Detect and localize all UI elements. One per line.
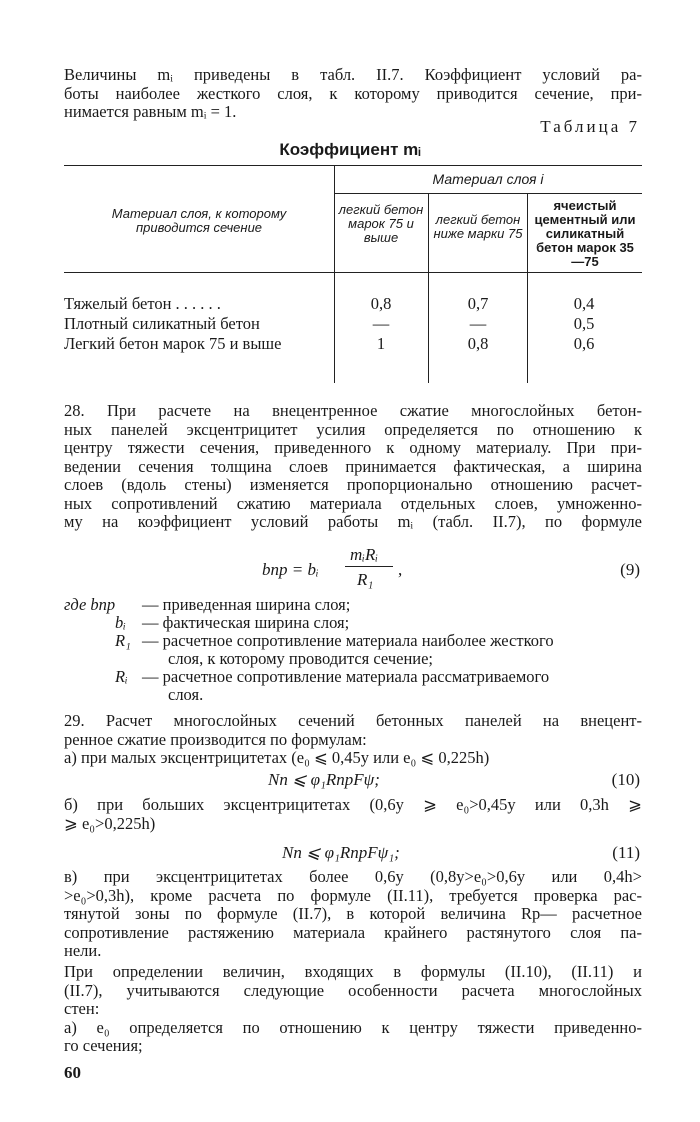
text-line: ведении сечения толщина слоев принимается фактическая, а ширина xyxy=(64,456,642,476)
text-line: му на коэффициент условий работы mᵢ (табл. II.7), по формуле xyxy=(64,512,642,531)
text-line: слоев (вдоль стены) изменяется пропорционально отношению расчет- xyxy=(64,475,642,494)
intro-paragraph xyxy=(64,66,642,122)
where-symbol: bᵢ xyxy=(115,613,126,632)
subheader-3: ячеистый цементный или силикатный бетон марок 35—75 xyxy=(534,198,636,269)
formula-number: (9) xyxy=(620,560,640,579)
column-header-material: Материал слоя, к которому приводится сечение xyxy=(111,206,287,235)
page-number: 60 xyxy=(64,1063,81,1082)
text-line: а) e₀ определяется по отношению к центру тяжести приведенно- xyxy=(64,1017,642,1037)
text-line: При определении величин, входящих в формулы (II.10), (II.11) и xyxy=(64,962,642,981)
paragraph-29c xyxy=(64,868,642,961)
where-text: слоя. xyxy=(168,685,204,704)
coefficient-table xyxy=(64,165,642,383)
text-line: а) при малых эксцентрицитетах (e₀ ⩽ 0,45y или e₀ ⩽ 0,225h) xyxy=(64,748,490,767)
text-line: (II.7), учитываются следующие особенности расчета многослойных xyxy=(64,980,642,1000)
subheader-1: легкий бетон марок 75 и выше xyxy=(338,202,424,245)
text-line: нели. xyxy=(64,941,102,960)
table-title: Коэффициент mᵢ xyxy=(279,140,421,159)
text-line: б) при больших эксцентрицитетах (0,6y ⩾ e₀>0,45y или 0,3h ⩾ xyxy=(64,795,642,814)
formula-number: (11) xyxy=(612,843,640,862)
where-text: — приведенная ширина слоя; xyxy=(142,595,351,614)
text-line: ⩾ e₀>0,225h) xyxy=(64,813,156,833)
text-line: го сечения; xyxy=(64,1036,143,1055)
text-line: сопротивление растяжению материала крайнего растянутого слоя па- xyxy=(64,922,642,942)
row-label: Легкий бетон марок 75 и выше xyxy=(64,334,282,353)
table-label: Таблица 7 xyxy=(540,117,640,136)
where-symbol: где bпр xyxy=(64,595,116,614)
paragraph-28 xyxy=(64,402,642,532)
row-label: Плотный силикатный бетон xyxy=(64,314,260,333)
table-cell: 0,8 xyxy=(467,334,489,353)
table-cell: 1 xyxy=(376,334,386,353)
text-line: 28. При расчете на внецентренное сжатие многослойных бетон- xyxy=(64,401,642,420)
text-line: боты наиболее жесткого слоя, к которому приводится сечение, при- xyxy=(64,83,642,103)
subheader-2: легкий бетон ниже марки 75 xyxy=(433,212,523,241)
table-cell: — xyxy=(372,314,390,333)
formula-numerator: mᵢRᵢ xyxy=(350,545,379,564)
formula-denominator: R₁ xyxy=(357,570,374,589)
text-line: тянутой зоны по формуле (II.7), в которой величина Rр— расчетное xyxy=(64,904,642,923)
where-symbol: R₁ xyxy=(115,631,131,650)
paragraph-29 xyxy=(64,712,642,768)
where-text: — фактическая ширина слоя; xyxy=(142,613,350,632)
table-cell: 0,5 xyxy=(573,314,595,333)
where-text: — расчетное сопротивление материала рассматриваемого xyxy=(142,667,550,686)
text-line: ных панелей эксцентрицитет усилия определяется по отношению к xyxy=(64,419,642,439)
table-cell: 0,7 xyxy=(467,294,489,313)
group-header: Материал слоя i xyxy=(432,171,544,187)
text-line: в) при эксцентрицитетах более 0,6y (0,8y>e₀>0,6y или 0,4h> xyxy=(64,867,642,886)
text-line: ных сопротивлений сжатию материала отдельных слоев, умноженно- xyxy=(64,493,642,513)
paragraph-29b xyxy=(64,796,642,833)
text-line: ренное сжатие производится по формулам: xyxy=(64,729,367,749)
table-cell: — xyxy=(469,314,487,333)
formula-number: (10) xyxy=(611,770,640,789)
text-line: 29. Расчет многослойных сечений бетонных панелей на внецент- xyxy=(64,711,642,730)
text-line: центру тяжести сечения, приведенного к одному материалу. При при- xyxy=(64,438,642,457)
formula-lhs: bпр = bᵢ xyxy=(262,560,319,579)
where-symbol: Rᵢ xyxy=(115,667,128,686)
text-line: стен: xyxy=(64,999,100,1018)
table-cell: 0,4 xyxy=(573,294,595,313)
row-label: Тяжелый бетон . . . . . . xyxy=(64,294,221,313)
table-cell: 0,8 xyxy=(370,294,392,313)
paragraph-features xyxy=(64,963,642,1056)
table-cell: 0,6 xyxy=(573,334,595,353)
formula-text: Nп ⩽ φ₁RпрFψ; xyxy=(268,770,380,789)
text-line: нимается равным mᵢ = 1. xyxy=(64,102,237,121)
formula-tail: , xyxy=(398,560,403,579)
where-text: слоя, к которому проводится сечение; xyxy=(168,649,434,668)
where-text: — расчетное сопротивление материала наиболее жесткого xyxy=(142,631,554,650)
text-line: Величины mᵢ приведены в табл. II.7. Коэффициент условий ра- xyxy=(64,65,642,84)
text-line: >e₀>0,3h), кроме расчета по формуле (II.11), требуется проверка рас- xyxy=(64,885,642,905)
formula-text: Nп ⩽ φ₁RпрFψ₁; xyxy=(282,843,400,862)
